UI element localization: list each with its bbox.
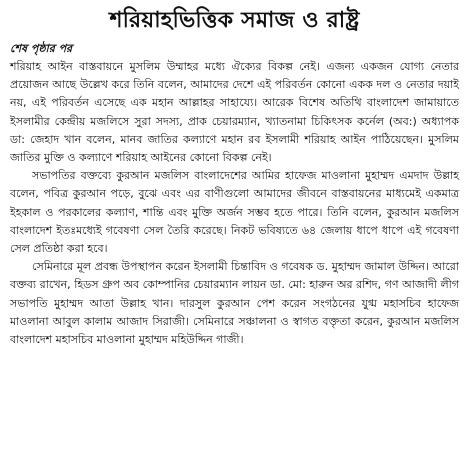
article-headline: শরিয়াহভিত্তিক সমাজ ও রাষ্ট্র: [109, 8, 360, 33]
article-paragraph-3: সেমিনারে মূল প্রবন্ধ উপস্থাপন করেন ইসলামী চিন্তাবিদ ও গবেষক ড. মুহাম্মদ জামাল উদ্দিন। আরো বক্তব্য রাখেন, হিডস গ্রুপ অব কোম্পানির চেয়ারম্যান লায়ন ডা. মো: হারুন অর রশিদ, গণ আজাদী লীগ সভাপতি মুহাম্মদ আতা উল্লাহ খান। দারসুল কুরআন পেশ করেন সংগঠনের যুগ্ম মহাসচিব হাফেজ মাওলানা আবুল কালাম আজাদ সিরাজী। সেমিনারে সঞ্চালনা ও স্বাগত বক্তৃতা করেন, কুরআন মজলিস বাংলাদেশ মহাসচিব মাওলানা মুহাম্মদ মহিউদ্দিন গাজী।: [10, 260, 459, 347]
article-paragraph-1: শরিয়াহ আইন বাস্তবায়নে মুসলিম উম্মাহর মধ্যে ঐক্যের বিকল্প নেই। এজন্য একজন যোগ্য নেতার প্রয়োজন আছে উল্লেখ করে তিনি বলেন, আমাদের দেশে এই পরিবর্তন কোনো একক দল ও নেতার দয়াই নয়, এই পরিবর্তন এসেছে এক মহান আল্লাহর সাহায্যে। আরেক বিশেষ অতিথি বাংলাদেশ জামায়াতে ইসলামীর কেন্দ্রীয় মজলিসে সুরা সদস্য, প্রাক চেয়ারম্যান, খ্যাতনামা চিকিৎসক কর্নেল (অব:) অধ্যাপক ডা: জেহাদ খান বলেন, মানব জাতির কল্যাণে মহান রব ইসলামী শরিয়াহ আইন পাঠিয়েছেন। মুসলিম জাতির মুক্তি ও কল্যাণে শরিয়াহ আইনের কোনো বিকল্প নেই।: [10, 60, 459, 165]
continued-from-label: শেষ পৃষ্ঠার পর: [10, 42, 73, 55]
article-paragraph-2: সভাপতির বক্তব্যে কুরআন মজলিস বাংলাদেশের আমির হাফেজ মাওলানা মুহাম্মদ এমদাদ উল্লাহ বলেন, পবিত্র কুরআন পড়ে, বুঝে এবং এর বাণীগুলো আমাদের জীবনে বাস্তবায়নের মাধ্যমেই একমাত্র ইহকাল ও পরকালের কল্যাণ, শান্তি এবং মুক্তি অর্জন সম্ভব হতে পারে। তিনি বলেন, কুরআন মজলিস বাংলাদেশ ইতঃমধ্যেই গবেষণা সেল তৈরি করেছে। নিকট ভবিষ্যতে ৬৪ জেলায় ধাপে ধাপে এই গবেষণা সেল প্রতিষ্ঠা করা হবে।: [10, 169, 459, 256]
